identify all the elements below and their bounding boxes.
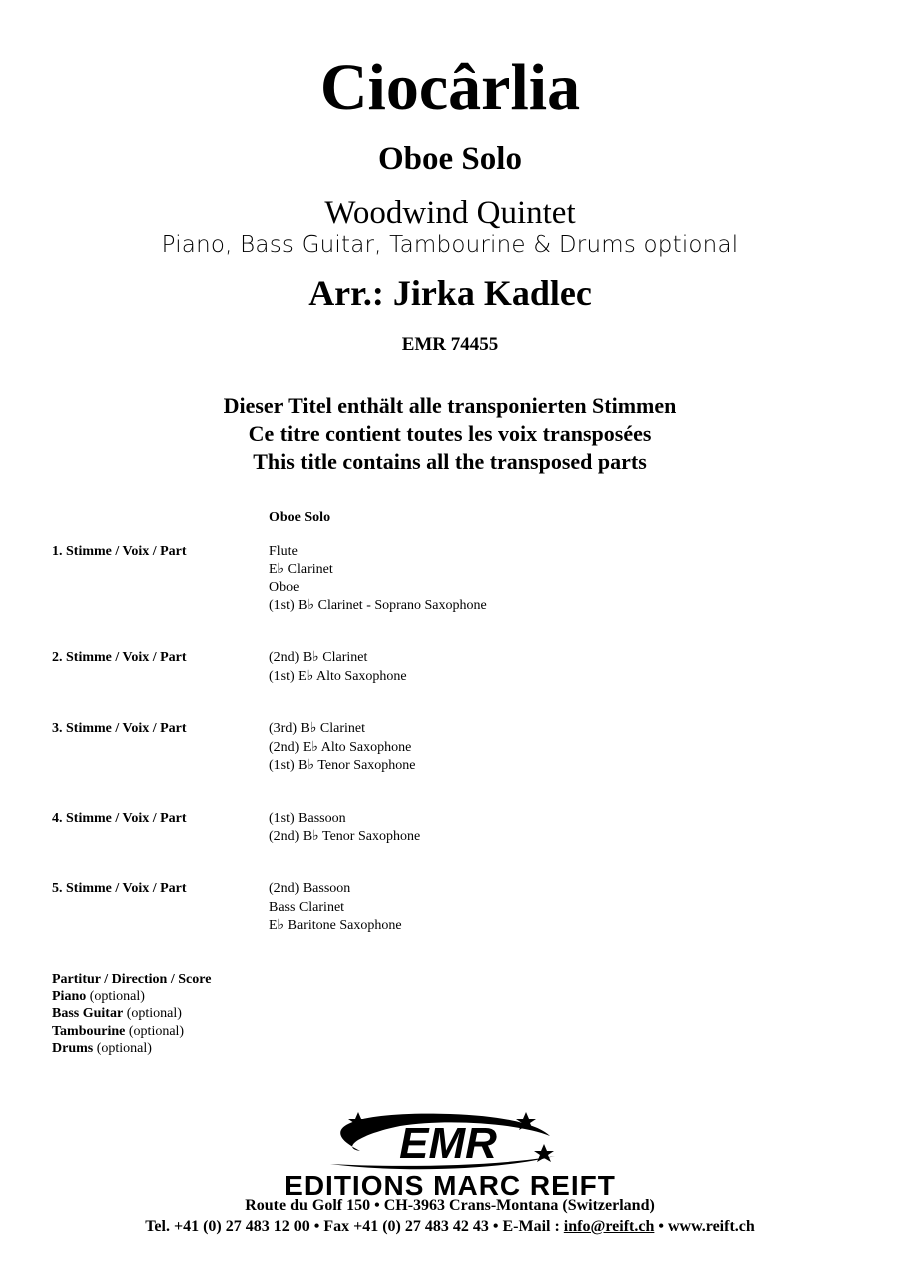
score-label: Partitur / Direction / Score <box>52 972 212 987</box>
notice-french: Ce titre contient toutes les voix transposées <box>248 421 652 446</box>
part-instrument: (1st) B♭ Clarinet - Soprano Saxophone <box>269 598 487 613</box>
part-instrument: (1st) B♭ Tenor Saxophone <box>269 758 416 773</box>
extra-part-drums <box>52 1040 152 1058</box>
piece-title: Ciocârlia <box>319 51 581 124</box>
extra-part-tambourine <box>52 1023 184 1041</box>
notice-english: This title contains all the transposed parts <box>253 449 647 474</box>
part-instrument: Flute <box>269 544 298 559</box>
arranger: Arr.: Jirka Kadlec <box>308 273 592 313</box>
contact-website[interactable]: • www.reift.ch <box>654 1218 755 1235</box>
part-label: 5. Stimme / Voix / Part <box>52 881 187 896</box>
optional-instruments: Piano, Bass Guitar, Tambourine & Drums optional <box>161 232 739 258</box>
extra-part-name: Drums <box>52 1041 94 1056</box>
email-link[interactable]: info@reift.ch <box>563 1218 655 1235</box>
publisher-name: EDITIONS MARC REIFT <box>284 1170 616 1201</box>
part-instrument: (1st) E♭ Alto Saxophone <box>269 669 407 684</box>
extra-part-bass-guitar <box>52 1005 182 1023</box>
catalog-number: EMR 74455 <box>401 334 499 355</box>
part-label: 4. Stimme / Voix / Part <box>52 811 187 826</box>
notice-german: Dieser Titel enthält alle transponierten Stimmen <box>223 393 677 418</box>
part-label: 2. Stimme / Voix / Part <box>52 650 187 665</box>
part-label: 3. Stimme / Voix / Part <box>52 721 187 736</box>
publisher-contact <box>0 1217 900 1237</box>
part-instrument: Oboe <box>269 580 300 595</box>
extra-part-name: Bass Guitar <box>52 1006 124 1021</box>
part-instrument: Bass Clarinet <box>269 900 345 915</box>
part-instrument: (3rd) B♭ Clarinet <box>269 721 366 736</box>
part-instrument: (2nd) E♭ Alto Saxophone <box>269 740 412 755</box>
part-label: 1. Stimme / Voix / Part <box>52 544 187 559</box>
contact-phone-fax: Tel. +41 (0) 27 483 12 00 • Fax +41 (0) 27 483 42 43 • E-Mail : <box>145 1218 564 1235</box>
part-instrument: E♭ Baritone Saxophone <box>269 918 402 933</box>
part-instrument: E♭ Clarinet <box>269 562 333 577</box>
extra-part-note: (optional) <box>89 989 145 1004</box>
extra-part-note: (optional) <box>128 1024 185 1039</box>
extra-part-note: (optional) <box>96 1041 152 1056</box>
extra-part-name: Piano <box>52 989 87 1004</box>
part-instrument: (2nd) B♭ Tenor Saxophone <box>269 829 421 844</box>
solo-part-heading: Oboe Solo <box>269 510 331 525</box>
part-instrument: (1st) Bassoon <box>269 811 346 826</box>
extra-part-piano <box>52 988 145 1006</box>
extra-part-note: (optional) <box>126 1006 182 1021</box>
part-instrument: (2nd) B♭ Clarinet <box>269 650 368 665</box>
extra-part-name: Tambourine <box>52 1024 126 1039</box>
publisher-address: Route du Golf 150 • CH-3963 Crans-Montana (Switzerland) <box>245 1197 655 1214</box>
ensemble-name: Woodwind Quintet <box>324 195 576 231</box>
logo-text: EMR <box>399 1119 497 1168</box>
solo-instrument: Oboe Solo <box>378 141 522 177</box>
part-instrument: (2nd) Bassoon <box>269 881 351 896</box>
